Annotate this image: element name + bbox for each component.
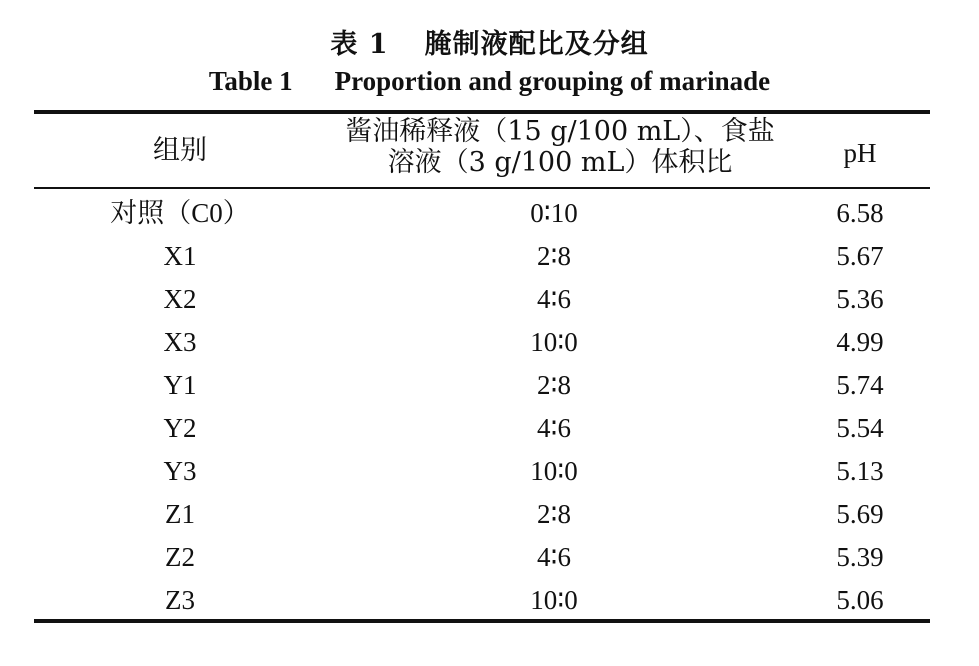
header-ratio-line2: 溶液（3 g/100 mL）体积比	[387, 147, 733, 179]
table-number-english: Table 1	[208, 66, 293, 96]
table-body	[34, 192, 930, 622]
cell-ratio: 0∶10	[530, 198, 578, 228]
table-row	[34, 493, 930, 536]
cell-ph: 5.13	[836, 456, 884, 486]
header-ratio-line1: 酱油稀释液（15 g/100 mL）、食盐	[345, 116, 775, 147]
cell-group: Z2	[165, 542, 195, 572]
table-title-chinese	[0, 22, 979, 61]
table-title-english	[0, 66, 979, 97]
cell-ph: 5.54	[836, 413, 884, 443]
cell-ratio: 4∶6	[536, 542, 572, 572]
table-row	[34, 364, 930, 407]
cell-ph: 5.69	[836, 499, 884, 529]
table-number-chinese: 表 1	[330, 29, 389, 60]
cell-ph: 5.67	[836, 241, 884, 271]
cell-ratio: 10∶0	[530, 327, 578, 357]
cell-group: Z3	[165, 585, 195, 615]
cell-ph: 5.36	[836, 284, 884, 314]
cell-ratio: 4∶6	[536, 413, 572, 443]
table-row	[34, 450, 930, 493]
header-ph: pH	[843, 138, 877, 168]
cell-ph: 4.99	[836, 327, 884, 357]
cell-group: X2	[163, 284, 197, 314]
table-caption-english: Proportion and grouping of marinade	[334, 66, 771, 96]
cell-group: Y2	[163, 413, 197, 443]
cell-ph: 5.06	[836, 585, 884, 615]
cell-group: Y3	[163, 456, 197, 486]
header-ratio	[290, 116, 830, 178]
header-group: 组别	[153, 135, 207, 166]
cell-ph: 5.74	[836, 370, 884, 400]
cell-ratio: 10∶0	[530, 456, 578, 486]
cell-ratio: 10∶0	[530, 585, 578, 615]
table-row	[34, 192, 930, 235]
table-row	[34, 579, 930, 622]
cell-group: 对照（C0）	[110, 198, 250, 228]
table-header-rule	[34, 187, 930, 189]
cell-group: X3	[163, 327, 197, 357]
cell-group: Y1	[163, 370, 197, 400]
table-row	[34, 235, 930, 278]
cell-ratio: 2∶8	[536, 370, 572, 400]
cell-ph: 5.39	[836, 542, 884, 572]
cell-group: Z1	[165, 499, 195, 529]
cell-ratio: 2∶8	[536, 499, 572, 529]
table-row	[34, 321, 930, 364]
cell-group: X1	[163, 241, 197, 271]
table-caption-chinese: 腌制液配比及分组	[424, 29, 649, 60]
table-bottom-rule	[34, 619, 930, 623]
table-row	[34, 536, 930, 579]
table-row	[34, 278, 930, 321]
table-row	[34, 407, 930, 450]
table-top-rule	[34, 110, 930, 114]
cell-ratio: 2∶8	[536, 241, 572, 271]
cell-ratio: 4∶6	[536, 284, 572, 314]
cell-ph: 6.58	[836, 198, 884, 228]
